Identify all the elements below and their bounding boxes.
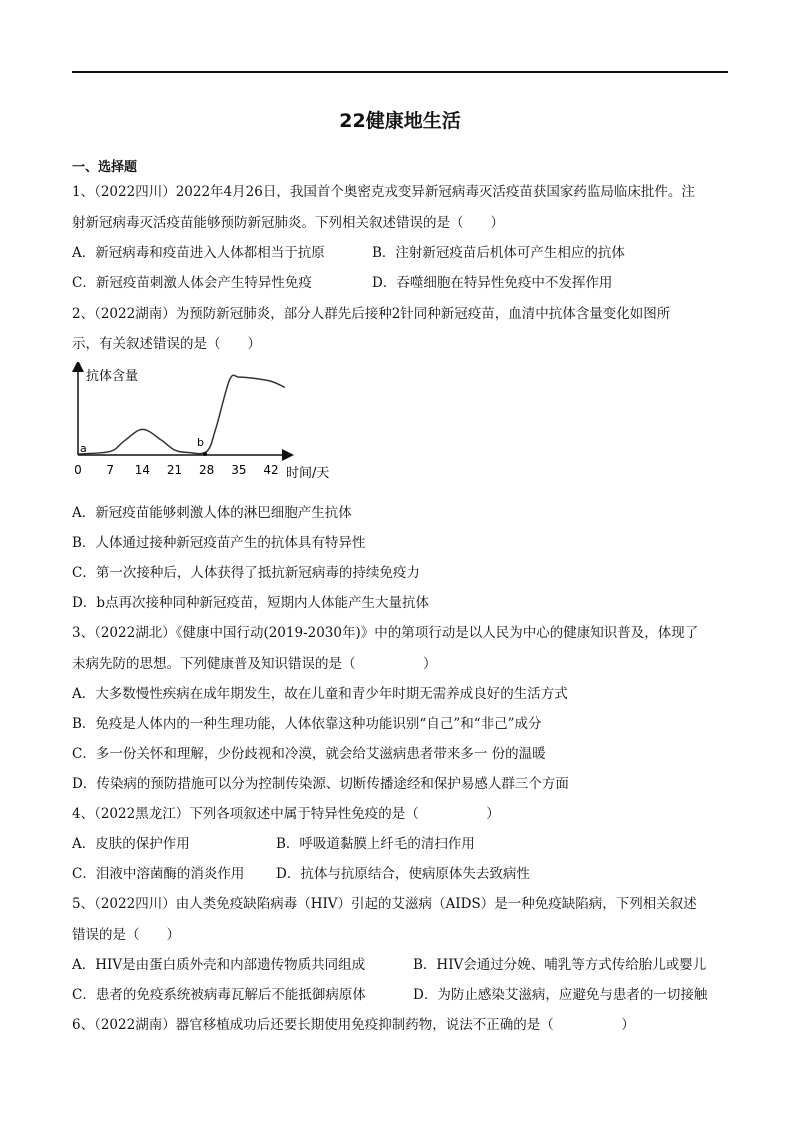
antibody-curve xyxy=(78,375,285,454)
q3-option-d: D．传染病的预防措施可以分为控制传染源、切断传播途经和保护易感人群三个方面 xyxy=(72,776,569,792)
q4-option-b: B．呼吸道黏膜上纤毛的清扫作用 xyxy=(276,836,475,852)
section-heading: 一、选择题 xyxy=(72,160,138,175)
q1-stem-line1: 1、（2022四川）2022年4月26日，我国首个奥密克戎变异新冠病毒灭活疫苗获国家药监局临床批件。注 xyxy=(72,184,695,200)
q1-option-a: A．新冠病毒和疫苗进入人体都相当于抗原 xyxy=(72,245,325,261)
q1-option-c: C．新冠疫苗刺激人体会产生特异性免疫 xyxy=(72,275,312,291)
q5-option-a: A．HIV是由蛋白质外壳和内部遗传物质共同组成 xyxy=(72,957,366,973)
x-tick-label-21: 21 xyxy=(166,463,183,477)
x-tick-label-28: 28 xyxy=(199,463,215,477)
q5-option-c: C．患者的免疫系统被病毒瓦解后不能抵御病原体 xyxy=(72,987,366,1003)
q5-option-b: B．HIV会通过分娩、哺乳等方式传给胎儿或婴儿 xyxy=(413,957,707,973)
q2-option-a: A．新冠疫苗能够刺激人体的淋巴细胞产生抗体 xyxy=(72,505,352,521)
point-b-marker xyxy=(203,452,207,456)
q3-stem-line2: 未病先防的思想。下列健康普及知识错误的是（ ） xyxy=(72,656,437,672)
q2-option-c: C．第一次接种后，人体获得了抵抗新冠病毒的持续免疫力 xyxy=(72,565,420,581)
q5-stem-line2: 错误的是（ ） xyxy=(72,927,180,943)
page-title: 22健康地生活 xyxy=(339,110,461,132)
point-a-label: a xyxy=(80,442,87,455)
q3-option-c: C．多一份关怀和理解，少份歧视和冷漠，就会给艾滋病患者带来多一 份的温暖 xyxy=(72,746,546,762)
x-tick-label-14: 14 xyxy=(134,463,150,477)
q4-option-c: C．泪液中溶菌酶的消炎作用 xyxy=(72,866,245,882)
q1-option-b: B．注射新冠疫苗后机体可产生相应的抗体 xyxy=(372,245,625,261)
y-axis-label: 抗体含量 xyxy=(86,369,139,384)
x-tick-labels xyxy=(74,463,278,477)
q3-option-a: A．大多数慢性疾病在成年期发生，故在儿童和青少年时期无需养成良好的生活方式 xyxy=(72,686,568,702)
q2-stem-line2: 示，有关叙述错误的是（ ） xyxy=(72,336,261,352)
q2-option-d: D．b点再次接种同种新冠疫苗，短期内人体能产生大量抗体 xyxy=(72,595,429,611)
q4-stem-line1: 4、（2022黑龙江）下列各项叙述中属于特异性免疫的是（ ） xyxy=(72,806,500,822)
q6-stem-line1: 6、（2022湖南）器官移植成功后还要长期使用免疫抑制药物，说法不正确的是（ ） xyxy=(72,1017,635,1033)
q4-option-a: A．皮肤的保护作用 xyxy=(72,836,190,852)
q4-option-d: D．抗体与抗原结合，使病原体失去致病性 xyxy=(276,866,530,882)
q2-option-b: B．人体通过接种新冠疫苗产生的抗体具有特异性 xyxy=(72,535,366,551)
point-b-label: b xyxy=(197,436,204,449)
x-tick-label-7: 7 xyxy=(106,463,114,477)
x-tick-label-42: 42 xyxy=(263,463,279,477)
q1-stem-line2: 射新冠病毒灭活疫苗能够预防新冠肺炎。下列相关叙述错误的是（ ） xyxy=(72,215,504,231)
q3-stem-line1: 3、（2022湖北）《健康中国行动(2019-2030年)》中的第项行动是以人民为中心的健康知识普及，体现了 xyxy=(72,625,699,641)
antibody-chart xyxy=(66,362,366,487)
header-rule xyxy=(72,71,728,73)
q5-option-d: D．为防止感染艾滋病，应避免与患者的一切接触 xyxy=(413,987,708,1003)
q5-stem-line1: 5、（2022四川）由人类免疫缺陷病毒（HIV）引起的艾滋病（AIDS）是一种免疫缺陷病，下列相关叙述 xyxy=(72,896,697,912)
x-tick-label-35: 35 xyxy=(231,463,247,477)
q3-option-b: B．免疫是人体内的一种生理功能，人体依靠这种功能识别“自己”和“非己”成分 xyxy=(72,716,542,732)
x-axis-label: 时间/天 xyxy=(286,466,330,481)
x-tick-label-0: 0 xyxy=(74,463,82,477)
q2-stem-line1: 2、（2022湖南）为预防新冠肺炎，部分人群先后接种2针同种新冠疫苗，血清中抗体含量变化如图所 xyxy=(72,306,671,322)
q1-option-d: D．吞噬细胞在特异性免疫中不发挥作用 xyxy=(372,275,613,291)
